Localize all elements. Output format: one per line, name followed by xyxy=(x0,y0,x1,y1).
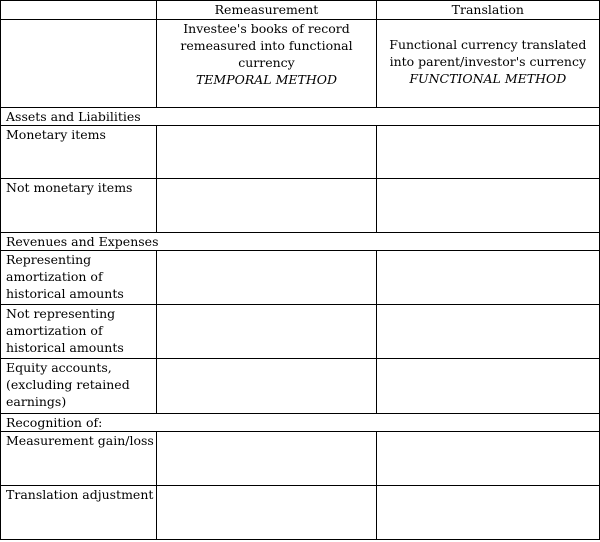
row-representing-amortization xyxy=(1,251,600,305)
cell-not-monetary-translation xyxy=(376,179,599,233)
row-equity-accounts xyxy=(1,359,600,414)
temporal-method-label: TEMPORAL METHOD xyxy=(195,72,338,87)
label-monetary-items: Monetary items xyxy=(1,126,157,179)
translation-desc-line-2: into parent/investor's currency xyxy=(389,54,587,69)
remeasurement-desc-line-1: Investee's books of record xyxy=(183,21,350,36)
label-representing-amortization xyxy=(1,251,157,305)
label-equity-line-2: (excluding retained xyxy=(6,377,130,392)
remeasurement-desc-line-2: remeasured into functional xyxy=(180,38,353,53)
header-blank-cell xyxy=(1,1,157,20)
row-not-monetary-items xyxy=(1,179,600,233)
cell-translation-adj-remeasurement xyxy=(157,486,376,540)
cell-translation-adj-translation xyxy=(376,486,599,540)
section-revenues-expenses: Revenues and Expenses xyxy=(1,233,600,251)
row-measurement-gain-loss xyxy=(1,432,600,486)
section-row-assets-liabilities xyxy=(1,108,600,126)
cell-equity-remeasurement xyxy=(157,359,376,414)
description-blank-cell xyxy=(1,20,157,108)
cell-monetary-translation xyxy=(376,126,599,179)
translation-description xyxy=(376,20,599,108)
label-translation-adjustment: Translation adjustment xyxy=(1,486,157,540)
remeasurement-header: Remeasurement xyxy=(157,1,376,20)
cell-measurement-translation xyxy=(376,432,599,486)
label-representing-line-2: amortization of xyxy=(6,269,103,284)
cell-measurement-remeasurement xyxy=(157,432,376,486)
cell-monetary-remeasurement xyxy=(157,126,376,179)
cell-representing-remeasurement xyxy=(157,251,376,305)
section-recognition: Recognition of: xyxy=(1,414,600,432)
description-row xyxy=(1,20,600,108)
translation-header: Translation xyxy=(376,1,599,20)
remeasurement-description xyxy=(157,20,376,108)
functional-method-label: FUNCTIONAL METHOD xyxy=(409,71,567,86)
cell-not-representing-remeasurement xyxy=(157,305,376,359)
label-measurement-gain-loss: Measurement gain/loss xyxy=(1,432,157,486)
label-representing-line-3: historical amounts xyxy=(6,286,124,301)
header-row xyxy=(1,1,600,20)
label-not-representing-line-1: Not representing xyxy=(6,306,116,321)
section-row-recognition xyxy=(1,414,600,432)
row-not-representing-amortization xyxy=(1,305,600,359)
translation-desc-line-1: Functional currency translated xyxy=(389,37,587,52)
row-translation-adjustment xyxy=(1,486,600,540)
label-not-representing-line-3: historical amounts xyxy=(6,340,124,355)
cell-representing-translation xyxy=(376,251,599,305)
label-not-representing-line-2: amortization of xyxy=(6,323,103,338)
row-monetary-items xyxy=(1,126,600,179)
label-representing-line-1: Representing xyxy=(6,252,92,267)
label-equity-line-3: earnings) xyxy=(6,394,67,409)
label-equity-line-1: Equity accounts, xyxy=(6,360,112,375)
label-not-monetary-items: Not monetary items xyxy=(1,179,157,233)
label-not-representing-amortization xyxy=(1,305,157,359)
cell-equity-translation xyxy=(376,359,599,414)
remeasurement-desc-line-3: currency xyxy=(238,55,295,70)
label-equity-accounts xyxy=(1,359,157,414)
section-row-revenues-expenses xyxy=(1,233,600,251)
section-assets-liabilities: Assets and Liabilities xyxy=(1,108,600,126)
cell-not-monetary-remeasurement xyxy=(157,179,376,233)
cell-not-representing-translation xyxy=(376,305,599,359)
